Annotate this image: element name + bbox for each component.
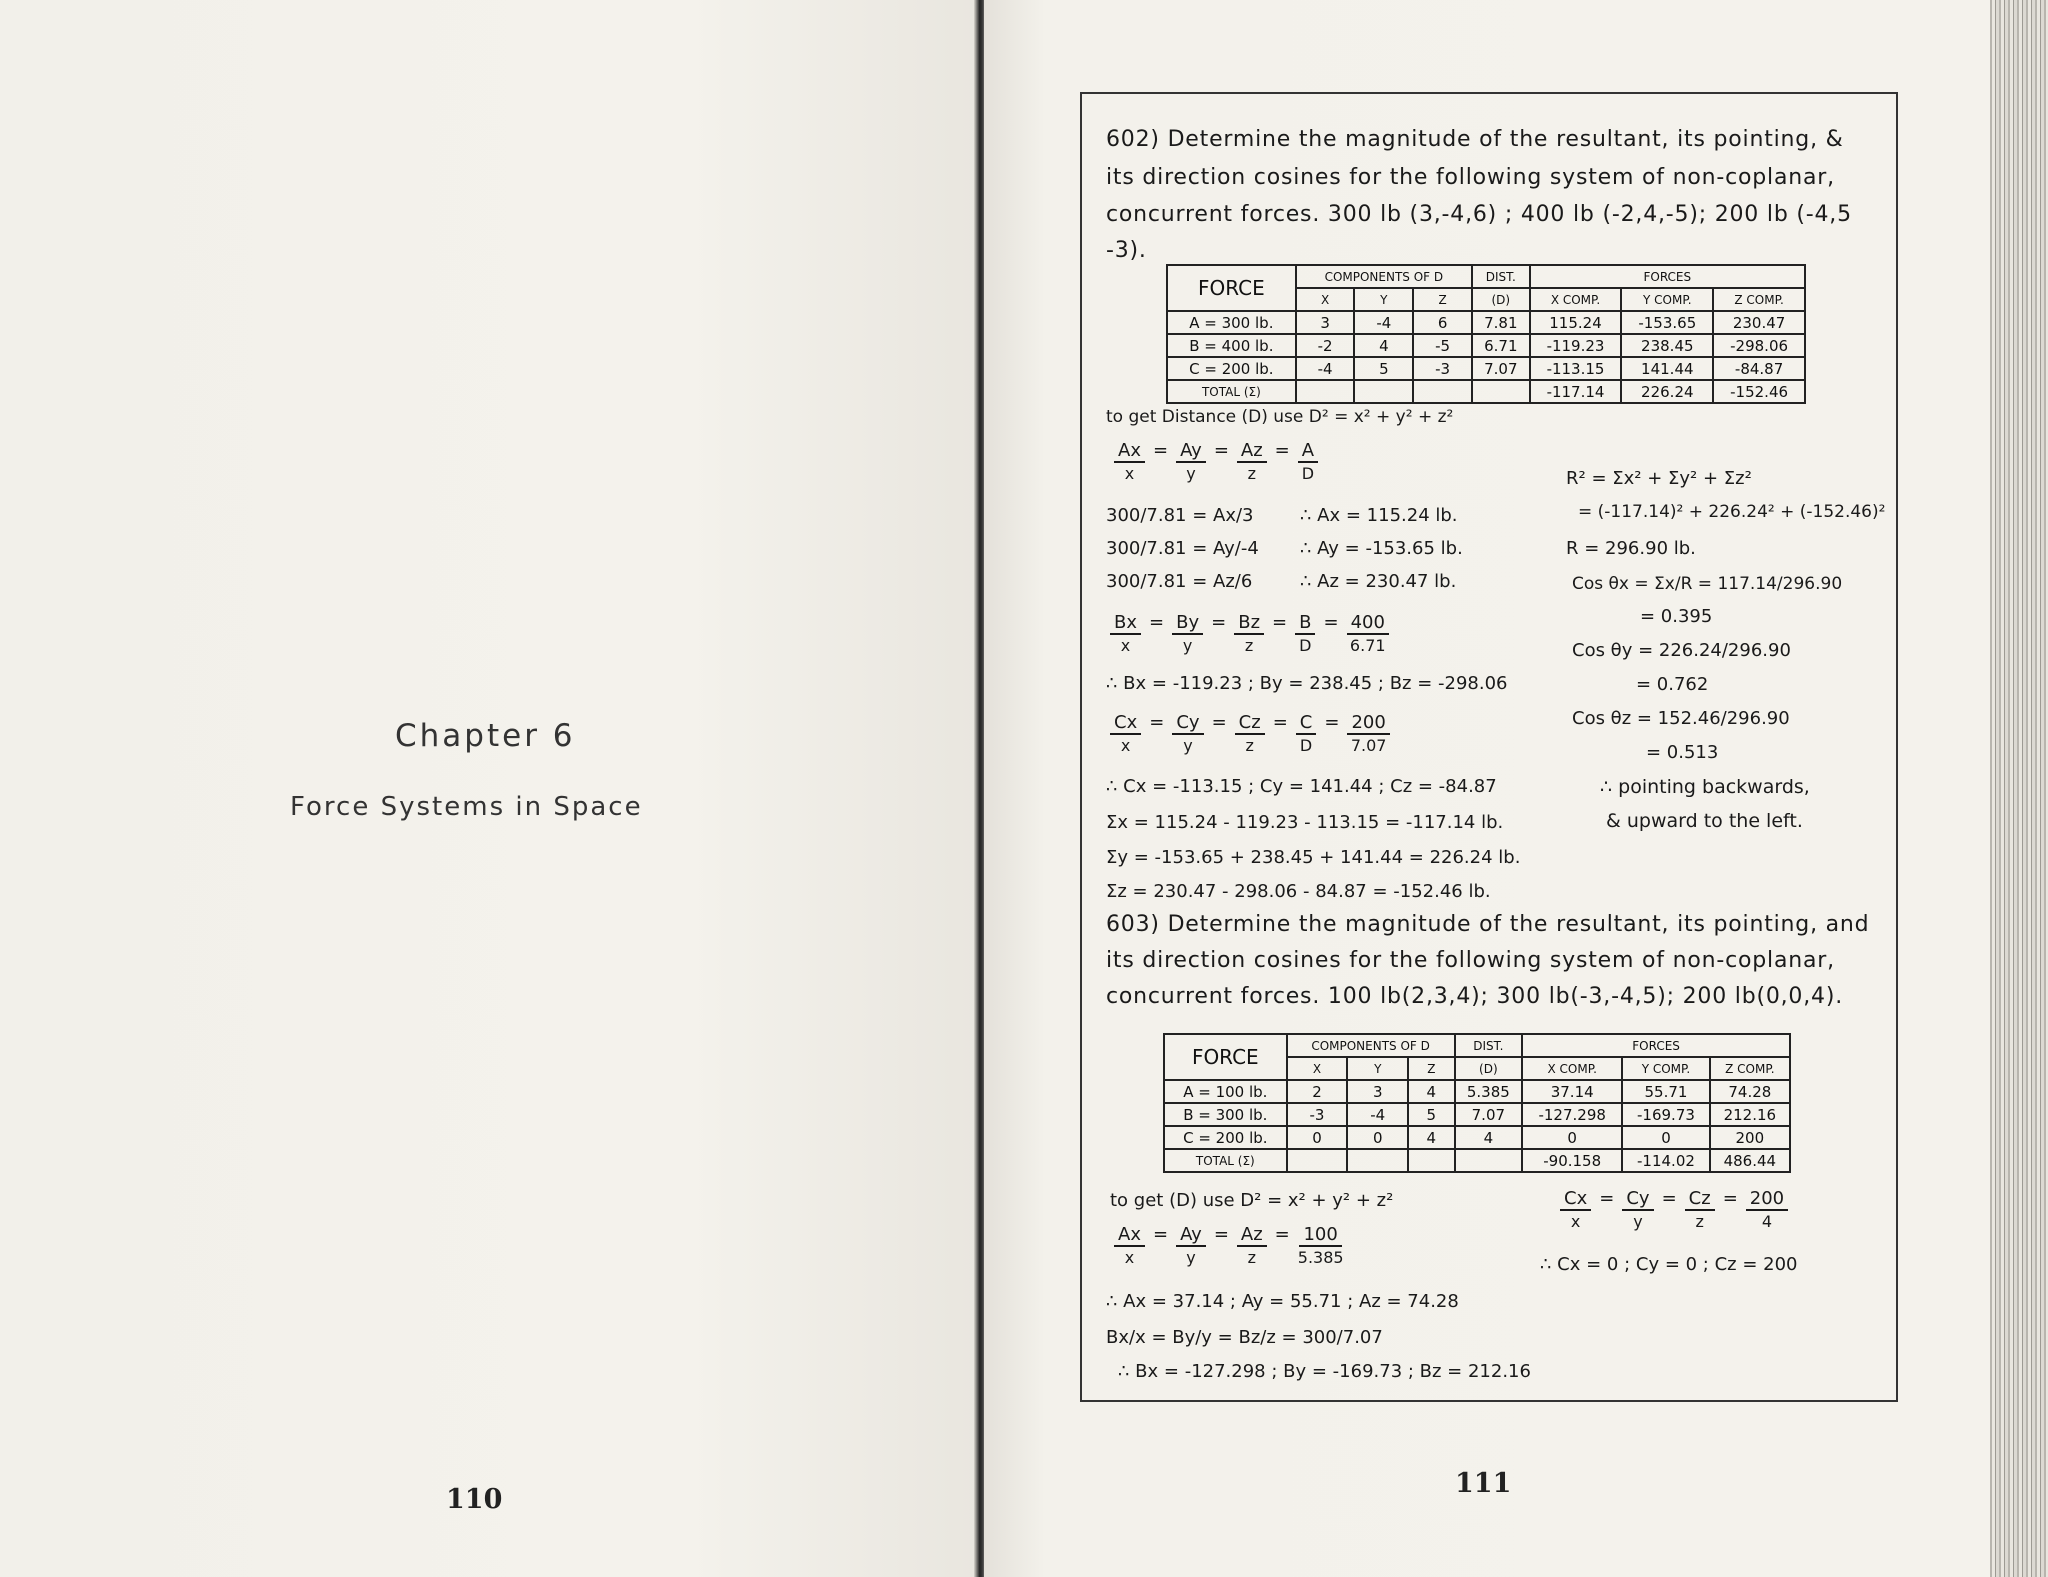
r-squared-values: = (-117.14)² + 226.24² + (-152.46)² [1578,502,1886,522]
result-c-602: ∴ Cx = -113.15 ; Cy = 141.44 ; Cz = -84.87 [1106,776,1497,797]
table-row [1167,334,1805,357]
table-header-force: FORCE [1164,1034,1287,1080]
page-number-left: 110 [446,1484,503,1515]
cell-force: B = 400 lb. [1167,334,1296,357]
ratio-den: x [1124,1248,1135,1267]
ratio-c-603: $\frac{Cx}{x}$ = $\frac{Cy}{y}$ = $\frac{Cz}{z}$ = $\frac{200}{4}$ [1560,1188,1788,1233]
ratio-a-602: $\frac{Ax}{x}$ = $\frac{Ay}{y}$ = $\frac{Az}{z}$ = $\frac{A}{D}$ [1114,440,1318,485]
cell-x: -2 [1296,334,1355,357]
cos-x-formula: Cos θx = Σx/R = 117.14/296.90 [1572,574,1843,594]
cell-z-comp: 74.28 [1710,1080,1790,1103]
ratio-den: y [1182,636,1193,655]
problem-602-line-2: its direction cosines for the following system of non-coplanar, [1106,165,1835,190]
cell-empty [1472,380,1530,403]
result-ax-602: ∴ Ax = 115.24 lb. [1300,505,1458,526]
distance-note-602: to get Distance (D) use D² = x² + y² + z² [1106,407,1454,427]
cell-d: 5.385 [1455,1080,1523,1103]
problem-602-line-1: 602) Determine the magnitude of the resultant, its pointing, & [1106,127,1844,152]
cell-force: A = 100 lb. [1164,1080,1287,1103]
cell-x-comp: -119.23 [1530,334,1622,357]
table-row [1164,1103,1790,1126]
table-header-components: COMPONENTS OF D [1287,1034,1455,1057]
ratio-den: x [1570,1212,1581,1231]
table-header-z: Z [1413,288,1472,311]
cell-x: 0 [1287,1126,1348,1149]
ratio-num: Az [1237,1224,1267,1247]
table-header-forces: FORCES [1530,265,1805,288]
table-row [1167,357,1805,380]
ratio-den: D [1299,636,1312,655]
ratio-den: z [1247,464,1256,483]
cell-z: 5 [1408,1103,1454,1126]
cell-x-comp: 0 [1522,1126,1622,1149]
cell-x: 2 [1287,1080,1348,1103]
cell-z-comp: 200 [1710,1126,1790,1149]
table-row [1164,1126,1790,1149]
cell-empty [1287,1149,1348,1172]
ratio-den: y [1183,736,1193,755]
cos-x-value: = 0.395 [1640,606,1713,627]
chapter-subtitle: Force Systems in Space [290,792,643,822]
ratio-a-603: $\frac{Ax}{x}$ = $\frac{Ay}{y}$ = $\frac{Az}{z}$ = $\frac{100}{5.385}$ [1114,1224,1344,1269]
cell-empty [1347,1149,1408,1172]
ratio-den: 4 [1761,1212,1773,1231]
ratio-den: z [1244,636,1254,655]
ratio-den: z [1695,1212,1704,1231]
ratio-num: 200 [1746,1188,1788,1211]
ratio-num: Ax [1114,440,1145,463]
table-total-row [1164,1149,1790,1172]
result-az-602: ∴ Az = 230.47 lb. [1300,571,1457,592]
table-header-y-comp: Y COMP. [1622,1057,1709,1080]
cos-y-formula: Cos θy = 226.24/296.90 [1572,640,1791,661]
cell-d: 6.71 [1472,334,1530,357]
ratio-c-602: $\frac{Cx}{x}$ = $\frac{Cy}{y}$ = $\frac{Cz}{z}$ = $\frac{C}{D}$ = $\frac{200}{7.07}$ [1110,712,1390,757]
ratio-num: Cx [1110,712,1141,735]
cell-x-comp: -127.298 [1522,1103,1622,1126]
cell-y: 0 [1347,1126,1408,1149]
cell-total-y: -114.02 [1622,1149,1709,1172]
table-header-z-comp: Z COMP. [1713,288,1805,311]
ratio-num: B [1295,612,1315,635]
cell-force: B = 300 lb. [1164,1103,1287,1126]
table-header-d: (D) [1455,1057,1523,1080]
ratio-den: z [1245,736,1254,755]
ratio-den: y [1186,1248,1196,1267]
ratio-num: Cy [1622,1188,1653,1211]
table-row [1167,311,1805,334]
calc-az-602: 300/7.81 = Az/6 [1106,571,1253,592]
ratio-b-603: Bx/x = By/y = Bz/z = 300/7.07 [1106,1327,1383,1348]
cell-y-comp: 238.45 [1621,334,1713,357]
cell-total-x: -117.14 [1530,380,1622,403]
table-header-forces: FORCES [1522,1034,1790,1057]
cell-y: 3 [1347,1080,1408,1103]
problem-602-line-3: concurrent forces. 300 lb (3,-4,6) ; 400 lb (-2,4,-5); 200 lb (-4,5 [1106,202,1852,227]
table-header-y: Y [1354,288,1413,311]
cell-y-comp: 0 [1622,1126,1709,1149]
distance-note-603: to get (D) use D² = x² + y² + z² [1110,1190,1394,1211]
table-header-x-comp: X COMP. [1530,288,1622,311]
cell-y-comp: -169.73 [1622,1103,1709,1126]
cell-total-y: 226.24 [1621,380,1713,403]
ratio-den: 5.385 [1297,1248,1344,1267]
ratio-num: Bx [1110,612,1141,635]
cell-y: 4 [1354,334,1413,357]
cell-total-z: -152.46 [1713,380,1805,403]
cell-z: 6 [1413,311,1472,334]
cell-y: -4 [1354,311,1413,334]
ratio-num: 400 [1347,612,1389,635]
ratio-den: x [1120,736,1131,755]
table-total-row [1167,380,1805,403]
table-header-z-comp: Z COMP. [1710,1057,1790,1080]
ratio-num: A [1298,440,1318,463]
ratio-num: Ax [1114,1224,1145,1247]
cell-d: 7.81 [1472,311,1530,334]
result-ay-602: ∴ Ay = -153.65 lb. [1300,538,1463,559]
table-header-d: (D) [1472,288,1530,311]
cos-z-formula: Cos θz = 152.46/296.90 [1572,708,1790,729]
cell-x: -4 [1296,357,1355,380]
result-c-603: ∴ Cx = 0 ; Cy = 0 ; Cz = 200 [1540,1254,1798,1275]
cell-z-comp: 212.16 [1710,1103,1790,1126]
ratio-num: Cy [1172,712,1203,735]
cell-y-comp: 55.71 [1622,1080,1709,1103]
cell-z-comp: -84.87 [1713,357,1805,380]
problem-603-line-3: concurrent forces. 100 lb(2,3,4); 300 lb(-3,-4,5); 200 lb(0,0,4). [1106,984,1843,1009]
result-a-603: ∴ Ax = 37.14 ; Ay = 55.71 ; Az = 74.28 [1106,1291,1459,1312]
cell-d: 4 [1455,1126,1523,1149]
cell-empty [1296,380,1355,403]
cell-empty [1354,380,1413,403]
problem-603-line-2: its direction cosines for the following system of non-coplanar, [1106,948,1835,973]
cell-total-label: TOTAL (Σ) [1164,1149,1287,1172]
table-header-dist: DIST. [1455,1034,1523,1057]
table-header-components: COMPONENTS OF D [1296,265,1472,288]
ratio-num: Cx [1560,1188,1591,1211]
ratio-den: 7.07 [1350,736,1387,755]
ratio-den: z [1247,1248,1256,1267]
page-number-right: 111 [1455,1468,1512,1499]
ratio-den: D [1301,464,1315,483]
ratio-den: x [1124,464,1135,483]
ratio-num: By [1172,612,1203,635]
cell-total-z: 486.44 [1710,1149,1790,1172]
cell-y-comp: -153.65 [1621,311,1713,334]
cell-d: 7.07 [1472,357,1530,380]
cell-z: -5 [1413,334,1472,357]
sum-z-602: Σz = 230.47 - 298.06 - 84.87 = -152.46 lb. [1106,881,1491,902]
ratio-den: y [1186,464,1196,483]
table-header-y-comp: Y COMP. [1621,288,1713,311]
cell-empty [1455,1149,1523,1172]
cell-y-comp: 141.44 [1621,357,1713,380]
ratio-num: Cz [1235,712,1265,735]
table-header-x: X [1287,1057,1348,1080]
problem-602-line-4: -3). [1106,238,1147,263]
ratio-num: C [1296,712,1317,735]
cell-force: C = 200 lb. [1164,1126,1287,1149]
ratio-num: Bz [1234,612,1264,635]
cos-z-value: = 0.513 [1646,742,1719,763]
ratio-num: 100 [1299,1224,1341,1247]
sum-x-602: Σx = 115.24 - 119.23 - 113.15 = -117.14 lb. [1106,812,1504,833]
result-b-603: ∴ Bx = -127.298 ; By = -169.73 ; Bz = 212.16 [1118,1361,1531,1382]
cell-empty [1408,1149,1454,1172]
table-header-z: Z [1408,1057,1454,1080]
cell-x: -3 [1287,1103,1348,1126]
ratio-num: 200 [1347,712,1389,735]
cell-d: 7.07 [1455,1103,1523,1126]
pointing-line-1: ∴ pointing backwards, [1600,776,1810,798]
cell-total-x: -90.158 [1522,1149,1622,1172]
cell-x-comp: 37.14 [1522,1080,1622,1103]
calc-ay-602: 300/7.81 = Ay/-4 [1106,538,1259,559]
table-row [1164,1080,1790,1103]
problem-603-line-1: 603) Determine the magnitude of the resultant, its pointing, and [1106,912,1870,937]
cell-y: -4 [1347,1103,1408,1126]
cell-x-comp: -113.15 [1530,357,1622,380]
ratio-den: y [1633,1212,1643,1231]
cell-z: 4 [1408,1126,1454,1149]
ratio-num: Cz [1685,1188,1715,1211]
table-header-y: Y [1347,1057,1408,1080]
cell-x-comp: 115.24 [1530,311,1622,334]
ratio-den: D [1299,736,1313,755]
cell-force: A = 300 lb. [1167,311,1296,334]
result-b-602: ∴ Bx = -119.23 ; By = 238.45 ; Bz = -298.06 [1106,673,1508,694]
chapter-title: Chapter 6 [395,718,576,754]
table-header-dist: DIST. [1472,265,1530,288]
cell-y: 5 [1354,357,1413,380]
cell-z-comp: -298.06 [1713,334,1805,357]
left-page [0,0,980,1577]
ratio-b-602: $\frac{Bx}{x}$ = $\frac{By}{y}$ = $\frac{Bz}{z}$ = $\frac{B}{D}$ = $\frac{400}{6.71}$ [1110,612,1389,657]
ratio-num: Ay [1176,440,1206,463]
r-squared-formula: R² = Σx² + Σy² + Σz² [1566,468,1752,489]
sum-y-602: Σy = -153.65 + 238.45 + 141.44 = 226.24 lb. [1106,847,1521,868]
table-header-x-comp: X COMP. [1522,1057,1622,1080]
cos-y-value: = 0.762 [1636,674,1709,695]
page-edges [1990,0,2048,1577]
cell-z: -3 [1413,357,1472,380]
cell-z-comp: 230.47 [1713,311,1805,334]
ratio-num: Az [1237,440,1267,463]
cell-z: 4 [1408,1080,1454,1103]
r-result: R = 296.90 lb. [1566,538,1696,559]
pointing-line-2: & upward to the left. [1606,810,1803,832]
ratio-den: 6.71 [1349,636,1386,655]
ratio-den: x [1120,636,1131,655]
cell-force: C = 200 lb. [1167,357,1296,380]
cell-total-label: TOTAL (Σ) [1167,380,1296,403]
cell-empty [1413,380,1472,403]
cell-x: 3 [1296,311,1355,334]
ratio-num: Ay [1176,1224,1206,1247]
forces-table-603 [1163,1033,1791,1173]
calc-ax-602: 300/7.81 = Ax/3 [1106,505,1254,526]
forces-table-602 [1166,264,1806,404]
table-header-force: FORCE [1167,265,1296,311]
table-header-x: X [1296,288,1355,311]
